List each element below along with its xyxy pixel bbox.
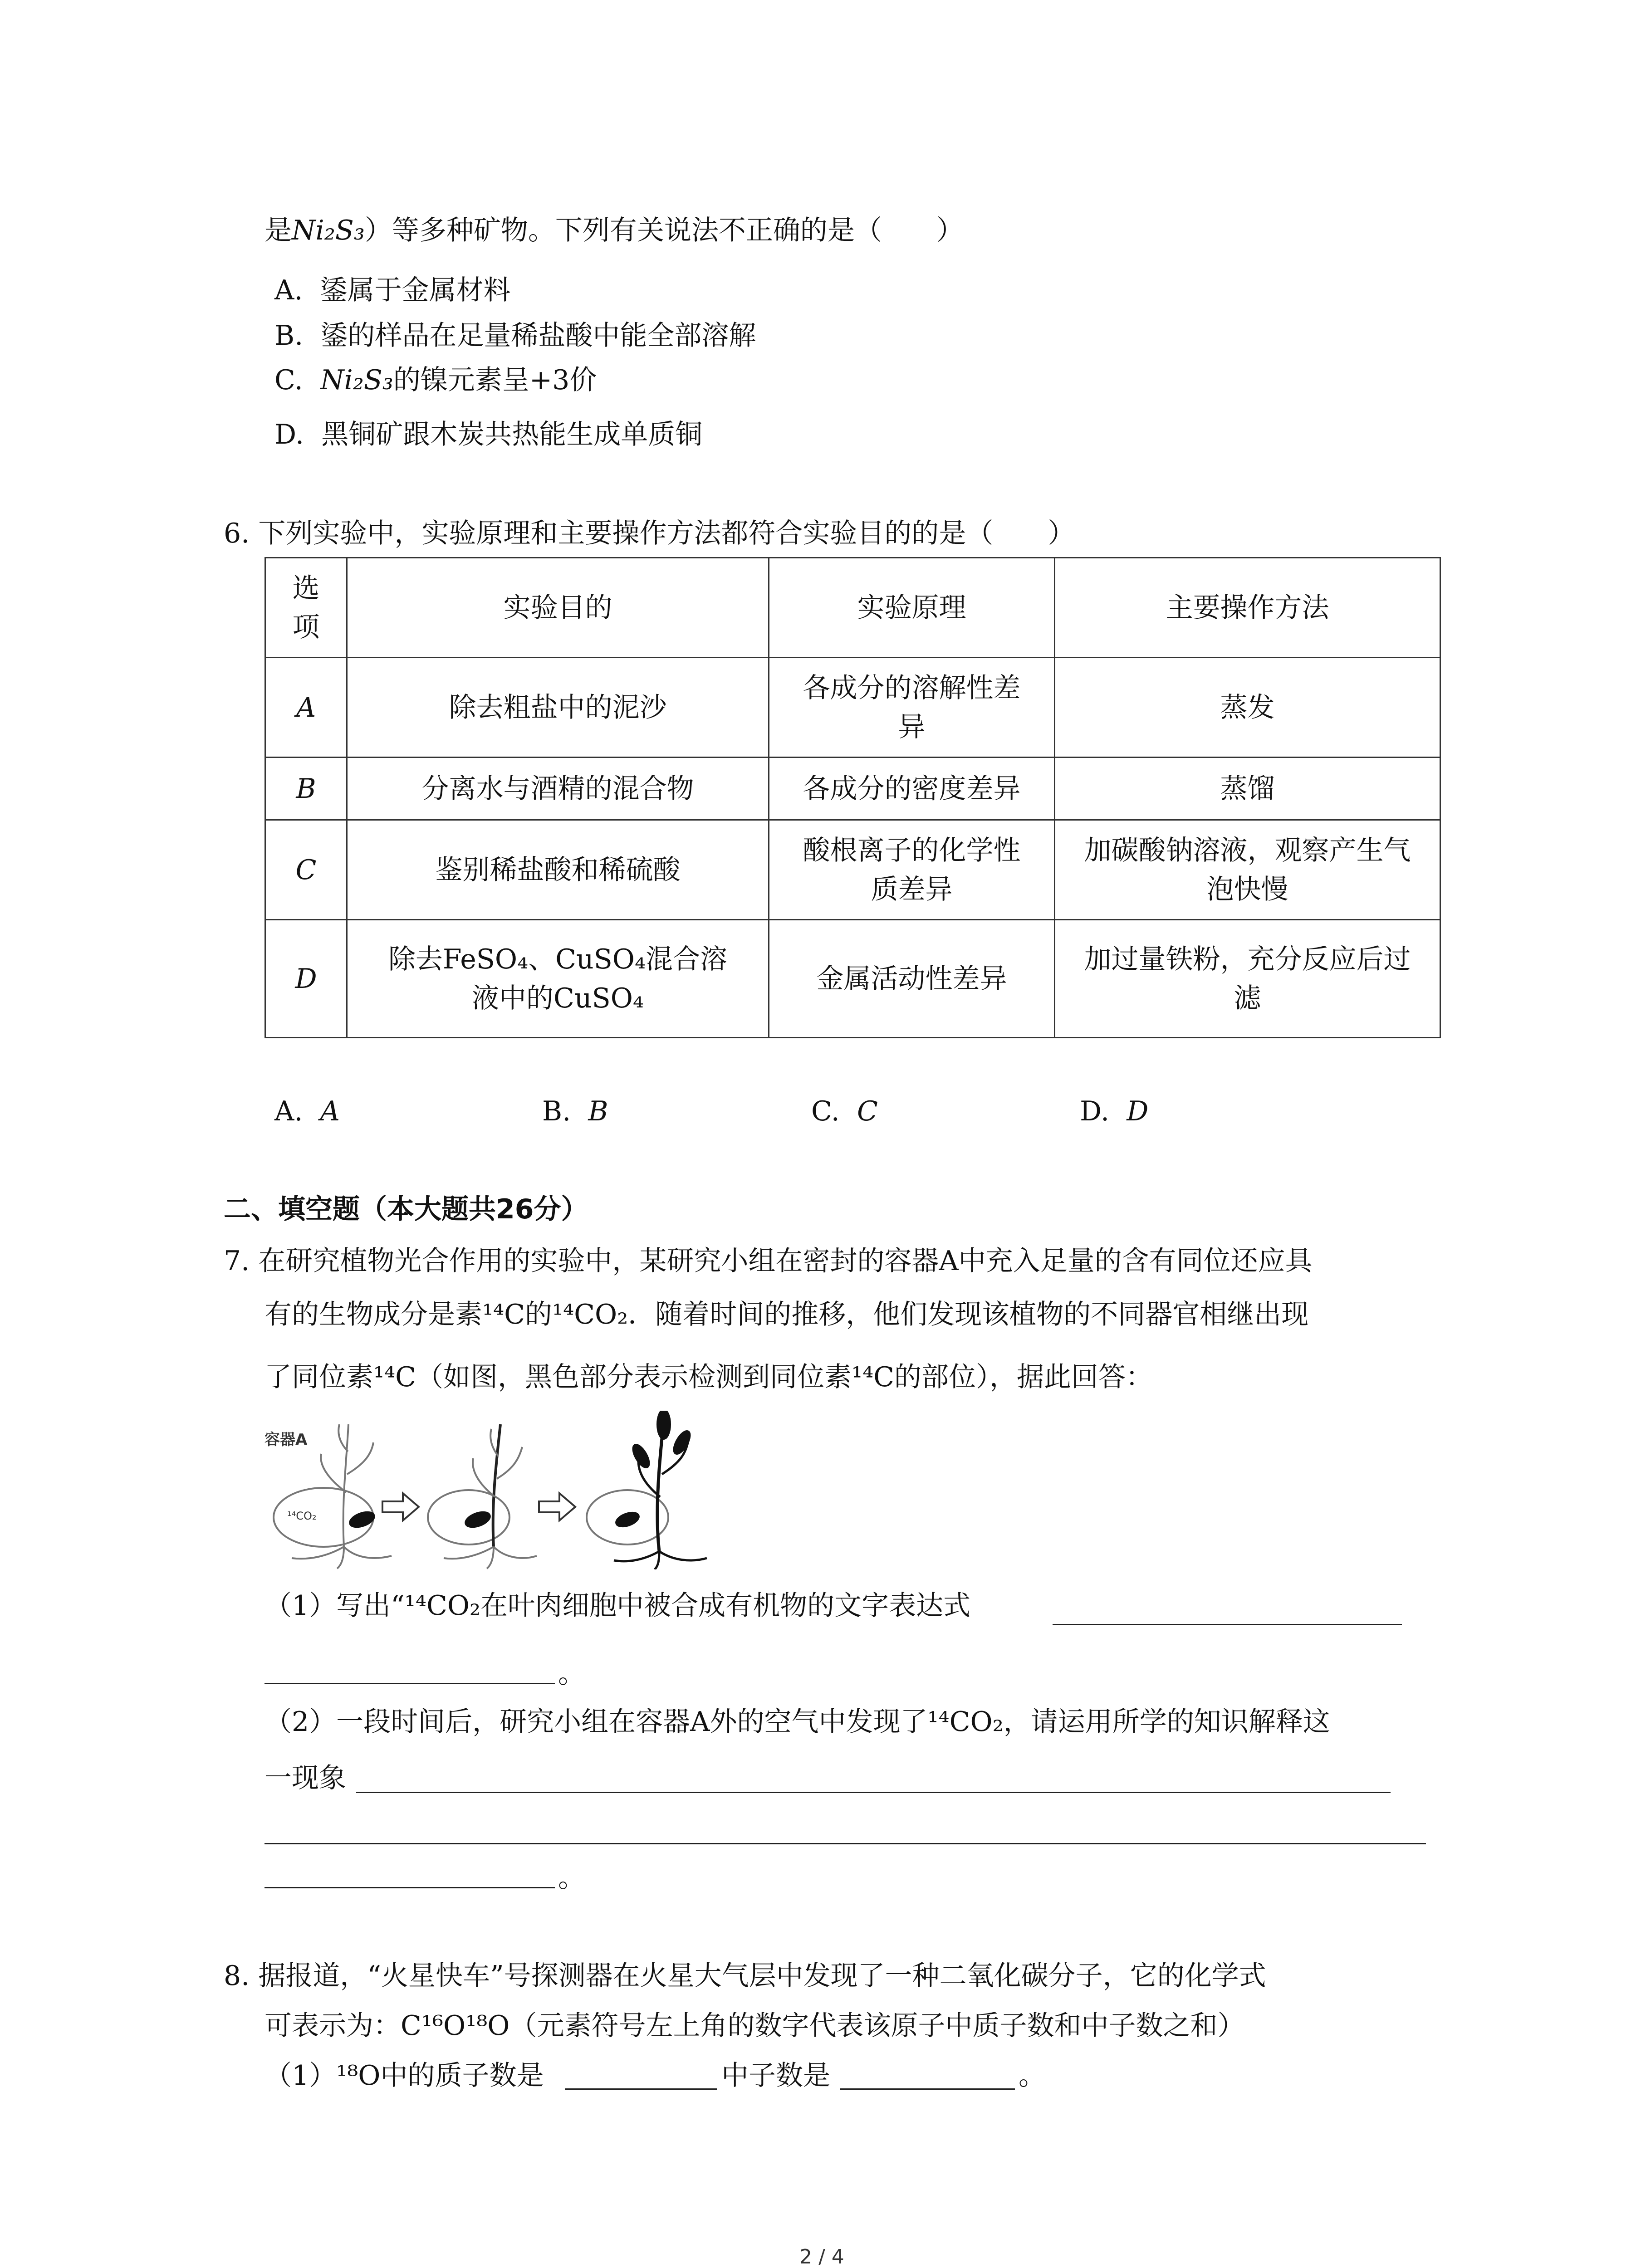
cell-option: A: [265, 658, 347, 758]
option-formula: Ni₂S₃: [320, 364, 393, 396]
answer-blank[interactable]: [356, 1792, 1391, 1793]
cell-purpose: 分离水与酒精的混合物: [347, 758, 769, 820]
option-letter: C.: [274, 364, 303, 396]
q5-option-a: [274, 274, 511, 306]
header-principle: 实验原理: [769, 558, 1055, 658]
cell-principle: 各成分的密度差异: [769, 758, 1055, 820]
choice-value: D: [1127, 1095, 1149, 1127]
answer-blank[interactable]: [265, 1683, 555, 1684]
table-row: [265, 658, 1440, 758]
page-number: 2 / 4: [799, 2245, 844, 2268]
q8-line2: 可表示为：C¹⁶O¹⁸O（元素符号左上角的数字代表该原子中质子数和中子数之和）: [265, 2010, 1245, 2042]
option-text: 的镍元素呈+3价: [393, 364, 597, 396]
section-title: 二、填空题（本大题共26分）: [224, 1193, 588, 1225]
answer-blank[interactable]: [265, 1887, 555, 1888]
question-number: 6.: [224, 518, 250, 549]
option-letter: D.: [274, 419, 304, 450]
option-text: 鋈的样品在足量稀盐酸中能全部溶解: [320, 320, 756, 352]
option-letter: B.: [274, 320, 304, 352]
cell-purpose: 鉴别稀盐酸和稀硫酸: [347, 820, 769, 920]
container-a-label: 容器A: [265, 1431, 308, 1449]
experiment-table: [265, 557, 1441, 1038]
q6-stem: [224, 520, 1075, 547]
q7-sub1-end: 。: [558, 1658, 585, 1690]
q7-line3: 了同位素¹⁴C（如图，黑色部分表示检测到同位素¹⁴C的部位），据此回答：: [265, 1361, 1153, 1393]
plant-stage-2-image: [428, 1424, 537, 1569]
cell-principle: 金属活动性差异: [769, 920, 1055, 1038]
plant-experiment-figure: [265, 1411, 741, 1569]
cell-principle: 各成分的溶解性差异: [769, 658, 1055, 758]
cell-purpose: 除去FeSO₄、CuSO₄混合溶液中的CuSO₄: [347, 920, 769, 1038]
co2-label: ¹⁴CO₂: [287, 1510, 317, 1522]
q8-line1: [224, 1960, 1266, 1992]
arrow-icon: [382, 1493, 419, 1520]
q7-sub1: （1）写出“¹⁴CO₂在叶肉细胞中被合成有机物的文字表达式: [265, 1590, 971, 1622]
answer-blank[interactable]: [1053, 1624, 1402, 1625]
q5-intro-post: ）等多种矿物。下列有关说法不正确的是（ ）: [364, 215, 964, 246]
cell-method: 加碳酸钠溶液，观察产生气泡快慢: [1055, 820, 1440, 920]
option-text: 黑铜矿跟木炭共热能生成单质铜: [321, 419, 703, 450]
q5-intro: [265, 217, 964, 244]
question-text: 据报道，“火星快车”号探测器在火星大气层中发现了一种二氧化碳分子，它的化学式: [258, 1960, 1266, 1992]
answer-blank[interactable]: [840, 2088, 1015, 2090]
cell-purpose: 除去粗盐中的泥沙: [347, 658, 769, 758]
q7-line2: 有的生物成分是素¹⁴C的¹⁴CO₂．随着时间的推移，他们发现该植物的不同器官相继出现: [265, 1299, 1309, 1330]
plant-stage-3-image: [587, 1411, 707, 1569]
q7-sub2-line2: 一现象: [265, 1762, 346, 1794]
q6-choice-d: [1080, 1095, 1149, 1127]
question-number: 8.: [224, 1960, 250, 1992]
cell-method: 蒸发: [1055, 658, 1440, 758]
arrow-icon: [539, 1493, 575, 1520]
choice-letter: B.: [542, 1095, 571, 1127]
question-number: 7.: [224, 1245, 250, 1277]
choice-letter: D.: [1080, 1095, 1110, 1127]
cell-method: 蒸馏: [1055, 758, 1440, 820]
cell-option: D: [265, 920, 347, 1038]
q7-line1: [224, 1247, 1313, 1275]
header-option: 选项: [265, 558, 347, 658]
choice-value: B: [588, 1095, 608, 1127]
question-stem: 下列实验中，实验原理和主要操作方法都符合实验目的的是（ ）: [258, 518, 1075, 549]
header-method: 主要操作方法: [1055, 558, 1440, 658]
q5-option-d: [274, 421, 702, 448]
cell-principle: 酸根离子的化学性质差异: [769, 820, 1055, 920]
q8-sub1-b: 中子数是: [721, 2060, 830, 2092]
table-row: [265, 758, 1440, 820]
q6-choice-a: [274, 1095, 340, 1127]
q8-sub1-end: 。: [1019, 2060, 1046, 2092]
q6-choice-b: [542, 1095, 608, 1127]
question-text: 在研究植物光合作用的实验中，某研究小组在密封的容器A中充入足量的含有同位还应具: [258, 1245, 1313, 1277]
option-text: 鋈属于金属材料: [320, 274, 511, 306]
q7-sub2-end: 。: [558, 1862, 585, 1894]
table-row: [265, 820, 1440, 920]
q5-option-b: [274, 320, 756, 352]
q6-choice-c: [811, 1095, 878, 1127]
answer-blank[interactable]: [565, 2088, 717, 2090]
choice-value: C: [857, 1095, 878, 1127]
cell-method: 加过量铁粉，充分反应后过滤: [1055, 920, 1440, 1038]
table-row: [265, 920, 1440, 1038]
cell-option: B: [265, 758, 347, 820]
q8-sub1-a: （1）¹⁸O中的质子数是: [265, 2060, 544, 2092]
header-purpose: 实验目的: [347, 558, 769, 658]
q5-intro-formula: Ni₂S₃: [292, 215, 365, 246]
q5-option-c: [274, 364, 597, 396]
answer-blank[interactable]: [265, 1843, 1426, 1844]
choice-letter: A.: [274, 1095, 303, 1127]
q5-intro-pre: 是: [265, 215, 292, 246]
table-header-row: [265, 558, 1440, 658]
option-letter: A.: [274, 274, 303, 306]
choice-letter: C.: [811, 1095, 840, 1127]
q7-sub2-line1: （2）一段时间后，研究小组在容器A外的空气中发现了¹⁴CO₂，请运用所学的知识解释这: [265, 1706, 1330, 1738]
choice-value: A: [320, 1095, 340, 1127]
cell-option: C: [265, 820, 347, 920]
